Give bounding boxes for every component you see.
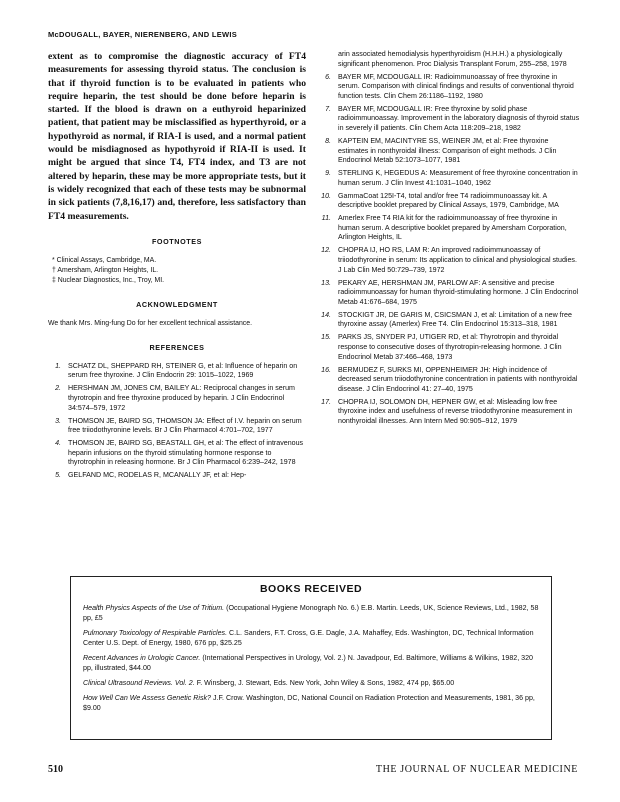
page-number: 510 bbox=[48, 764, 63, 775]
reference-text: STOCKIGT JR, DE GARIS M, CSICSMAN J, et al: Limitation of a new free thyroxine assay (Amerlex) Free T4. Clin Endocrinol 15:313–318, 1981 bbox=[338, 310, 572, 329]
reference-text: GELFAND MC, RODELAS R, MCANALLY JF, et al: Hep- bbox=[68, 471, 247, 480]
reference-text: BAYER MF, MCDOUGALL IR: Radioimmunoassay of free thyroxine in serum. Comparison with clinical findings and results of conventional thyroid function tests. Clin Chem 26:1186–1192, 1980 bbox=[338, 72, 574, 100]
book-entry bbox=[83, 653, 539, 673]
book-entry bbox=[83, 678, 539, 688]
reference-text: Amerlex Free T4 RIA kit for the radioimmunoassay of free thyroxine in human serum. A descriptive booklet prepared by Amersham Corporation, Arlington Heights, IL bbox=[338, 214, 567, 242]
reference-item bbox=[318, 192, 580, 211]
body-paragraph: extent as to compromise the diagnostic accuracy of FT4 measurements for assessing thyroid status. The conclusion is that if thyroid function is to be evaluated in patients who require heparin, the test should be done before heparin is started. If the blood is drawn on a euthyroid heparinized patient, that patient may be misclassified as hyperthyroid, or a hypothyroid as normal, if RIA-I is used, and a normal patient would be misdiagnosed as hypothyroid if RIA-II is used. It might be argued that since T4, FT4 index, and T3 are not altered by heparin, these may be more appropriate tests, but it is widely recognized that each of these tests may be subnormal in sick patients (7,8,16,17) and, therefore, less satisfactory than FT4 measurements. bbox=[48, 51, 306, 222]
reference-text: CHOPRA IJ, HO RS, LAM R: An improved radioimmunoassay of triiodothyronine in serum: Its application to clinical and physiological studies. J Lab Clin Med 50:729–739, 1972 bbox=[338, 246, 577, 274]
reference-number: 10. bbox=[321, 191, 331, 200]
reference-text: CHOPRA IJ, SOLOMON DH, HEPNER GW, et al: Misleading low free thyroxine index and usefulness of reverse triiodothyronine measurement in nonthyroidal illnesses. Ann Intern Med 90:905–912, 1979 bbox=[338, 397, 573, 425]
footnote-list bbox=[48, 256, 306, 286]
reference-text: GammaCoat 125I-T4, total and/or free T4 radioimmunoassay kit. A descriptive booklet prepared by Clinical Assays, 1979, Cambridge, MA bbox=[338, 191, 559, 210]
reference-item bbox=[318, 73, 580, 102]
journal-name: THE JOURNAL OF NUCLEAR MEDICINE bbox=[375, 764, 578, 775]
reference-item bbox=[48, 384, 306, 413]
book-entry bbox=[83, 693, 539, 713]
reference-item bbox=[318, 105, 580, 134]
book-details: J.F. Crow. Washington, DC, National Council on Radiation Protection and Measurements, 1981, 36 pp, $9.00 bbox=[83, 694, 535, 712]
reference-item bbox=[318, 279, 580, 308]
book-entry bbox=[83, 628, 539, 648]
book-details: C.L. Sanders, F.T. Cross, G.E. Dagle, J.A. Mahaffey, Eds. Washington, DC, Technical Information Center U.S. Dept. of Energy, 1980, 676 pp, $25.25 bbox=[83, 629, 534, 647]
books-received-title: BOOKS RECEIVED bbox=[259, 583, 363, 595]
references-heading: REFERENCES bbox=[149, 342, 205, 352]
footnote-item: ‡ Nuclear Diagnostics, Inc., Troy, MI. bbox=[52, 276, 165, 284]
book-title: Pulmonary Toxicology of Respirable Particles. bbox=[83, 629, 228, 637]
reference-item bbox=[318, 214, 580, 243]
reference-text: SCHATZ DL, SHEPPARD RH, STEINER G, et al: Influence of heparin on serum free thyroxine. J Clin Endocrin 29: 1015–1022, 1969 bbox=[68, 361, 298, 380]
reference-text: HERSHMAN JM, JONES CM, BAILEY AL: Reciprocal changes in serum thyrotropin and free thyroxine produced by heparin. J Clin Endocrinol 34:574–579, 1972 bbox=[68, 384, 295, 412]
reference-number: 8. bbox=[325, 136, 331, 145]
book-details: (Occupational Hygiene Monograph No. 6.) E.B. Martin. Leeds, UK, Science Reviews, Ltd., 1982, 58 pp, £5 bbox=[83, 604, 539, 622]
reference-text: THOMSON JE, BAIRD SG, THOMSON JA: Effect of I.V. heparin on serum free triiodothyronine levels. Br J Clin Pharmacol 4:701–702, 1977 bbox=[68, 416, 302, 435]
book-title: Clinical Ultrasound Reviews. Vol. 2. bbox=[83, 679, 195, 687]
acknowledgment-heading: ACKNOWLEDGMENT bbox=[136, 299, 218, 309]
reference-item bbox=[48, 417, 306, 436]
reference-list-right bbox=[318, 50, 580, 426]
footnotes-heading: FOOTNOTES bbox=[151, 236, 203, 246]
reference-item bbox=[318, 366, 580, 395]
reference-number: 7. bbox=[325, 104, 331, 113]
running-head: McDOUGALL, BAYER, NIERENBERG, AND LEWIS bbox=[48, 30, 238, 39]
reference-text: BAYER MF, MCDOUGALL IR: Free thyroxine by solid phase radioimmunoassay. Improvement in the laboratory diagnosis of thyroid status in severely ill patients. Clin Chem Acta 118:209–218, 1982 bbox=[338, 104, 580, 132]
acknowledgment-text: We thank Mrs. Ming-fung Do for her excellent technical assistance. bbox=[48, 319, 253, 327]
reference-number: 3. bbox=[55, 416, 61, 425]
book-title: How Well Can We Assess Genetic Risk? bbox=[83, 694, 211, 702]
reference-item bbox=[48, 439, 306, 468]
reference-text: PEKARY AE, HERSHMAN JM, PARLOW AF: A sensitive and precise radioimmunoassay for human thyroid-stimulating hormone. J Clin Endocrinol Metab 41:676–684, 1975 bbox=[338, 278, 579, 306]
reference-continuation bbox=[318, 50, 580, 69]
reference-text: KAPTEIN EM, MACINTYRE SS, WEINER JM, et al: Free thyroxine estimates in nonthyroidal illness: Comparison of eight methods. J Clin Endocrinol Metab 52:1073–1077, 1981 bbox=[338, 136, 557, 165]
book-title: Recent Advances in Urologic Cancer. bbox=[83, 654, 201, 662]
right-column bbox=[318, 50, 580, 430]
reference-text: arin associated hemodialysis hyperthyroidism (H.H.H.) a physiologically significant phenomenon. Proc Dialysis Transplant Forum, 255–258, 1978 bbox=[338, 50, 567, 68]
reference-item bbox=[48, 471, 306, 481]
reference-item bbox=[318, 169, 580, 188]
reference-text: THOMSON JE, BAIRD SG, BEASTALL GH, et al: The effect of intravenous heparin infusions on the thyroid stimulating hormone response to thyrotrophin in releasing hormone. Br J Clin Pharmacol 6:239–242, 1978 bbox=[68, 439, 304, 467]
reference-number: 16. bbox=[321, 365, 331, 374]
reference-number: 1. bbox=[55, 361, 61, 370]
reference-number: 4. bbox=[55, 439, 61, 448]
reference-item bbox=[318, 333, 580, 362]
book-details: (International Perspectives in Urology, Vol. 2.) N. Javadpour, Ed. Baltimore, Williams & Wilkins, 1982, 320 pp, illustrated, $44.00 bbox=[83, 654, 534, 672]
reference-list-left bbox=[48, 362, 306, 481]
footnote-item: * Clinical Assays, Cambridge, MA. bbox=[52, 256, 157, 264]
books-received-box bbox=[70, 576, 552, 740]
reference-item bbox=[318, 246, 580, 275]
reference-item bbox=[318, 311, 580, 330]
book-details: F. Winsberg, J. Stewart, Eds. New York, John Wiley & Sons, 1982, 474 pp, $65.00 bbox=[194, 679, 455, 687]
reference-number: 17. bbox=[321, 397, 331, 406]
reference-item bbox=[318, 398, 580, 427]
reference-number: 5. bbox=[55, 471, 61, 480]
reference-text: BERMUDEZ F, SURKS MI, OPPENHEIMER JH: High incidence of decreased serum triiodothyronine concentration in patients with nonthyroidal disease. J Clin Endocrinol 41: 27–40, 1975 bbox=[338, 365, 578, 393]
reference-number: 9. bbox=[325, 169, 331, 178]
reference-number: 14. bbox=[321, 310, 331, 319]
left-column bbox=[48, 50, 306, 484]
book-title: Health Physics Aspects of the Use of Tritium. bbox=[83, 604, 225, 612]
reference-item bbox=[318, 137, 580, 166]
reference-number: 13. bbox=[321, 278, 331, 287]
reference-text: PARKS JS, SNYDER PJ, UTIGER RD, et al: Thyrotropin and thyroidal response to consecutive doses of thyrotropin-releasing hormone. J Clin Endocrinol Metab 37:466–468, 1973 bbox=[338, 333, 562, 361]
reference-number: 12. bbox=[321, 246, 331, 255]
reference-item bbox=[48, 362, 306, 381]
reference-number: 15. bbox=[321, 333, 331, 342]
reference-text: STERLING K, HEGEDUS A: Measurement of free thyroxine concentration in human serum. J Clin Invest 41:1031–1040, 1962 bbox=[338, 169, 578, 187]
reference-number: 6. bbox=[325, 72, 331, 81]
footnote-item: † Amersham, Arlington Heights, IL. bbox=[52, 266, 159, 274]
book-entry bbox=[83, 603, 539, 623]
reference-number: 11. bbox=[321, 214, 331, 223]
reference-number: 2. bbox=[55, 384, 61, 393]
